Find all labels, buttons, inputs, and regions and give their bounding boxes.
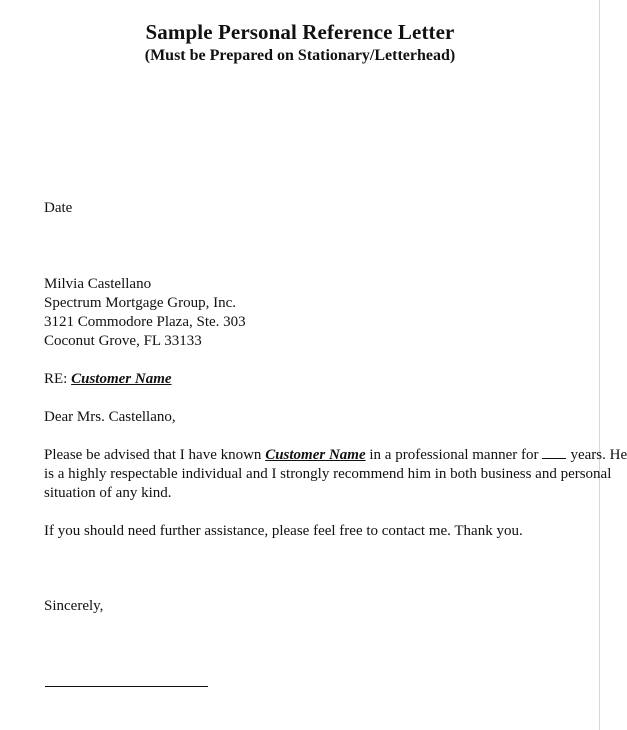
body-customer-name-placeholder: Customer Name	[265, 447, 366, 463]
signature-line	[45, 686, 208, 687]
date-label: Date	[44, 200, 73, 216]
recipient-address-line1: 3121 Commodore Plaza, Ste. 303	[44, 314, 246, 330]
body-paragraph1-line1	[44, 446, 627, 465]
body-paragraph1-line3: situation of any kind.	[44, 485, 172, 501]
body-line1-mid: in a professional manner for	[365, 447, 539, 463]
salutation: Dear Mrs. Castellano,	[44, 409, 176, 425]
body-paragraph1-line2: is a highly respectable individual and I strongly recommend him in both business and personal	[44, 466, 612, 482]
re-line	[44, 370, 172, 389]
body-paragraph2: If you should need further assistance, please feel free to contact me. Thank you.	[44, 523, 523, 539]
body-line1-prefix: Please be advised that I have known	[44, 447, 266, 463]
letter-title: Sample Personal Reference Letter	[145, 20, 455, 44]
recipient-company: Spectrum Mortgage Group, Inc.	[44, 295, 237, 311]
recipient-name: Milvia Castellano	[44, 276, 152, 292]
years-blank-line	[542, 446, 566, 459]
body-line1-suffix: years. He	[570, 447, 627, 463]
re-customer-name-placeholder: Customer Name	[71, 371, 172, 387]
re-label: RE:	[44, 371, 72, 387]
recipient-address-line2: Coconut Grove, FL 33133	[44, 333, 202, 349]
closing: Sincerely,	[44, 598, 104, 614]
letter-subtitle: (Must be Prepared on Stationary/Letterhead)	[144, 47, 456, 64]
